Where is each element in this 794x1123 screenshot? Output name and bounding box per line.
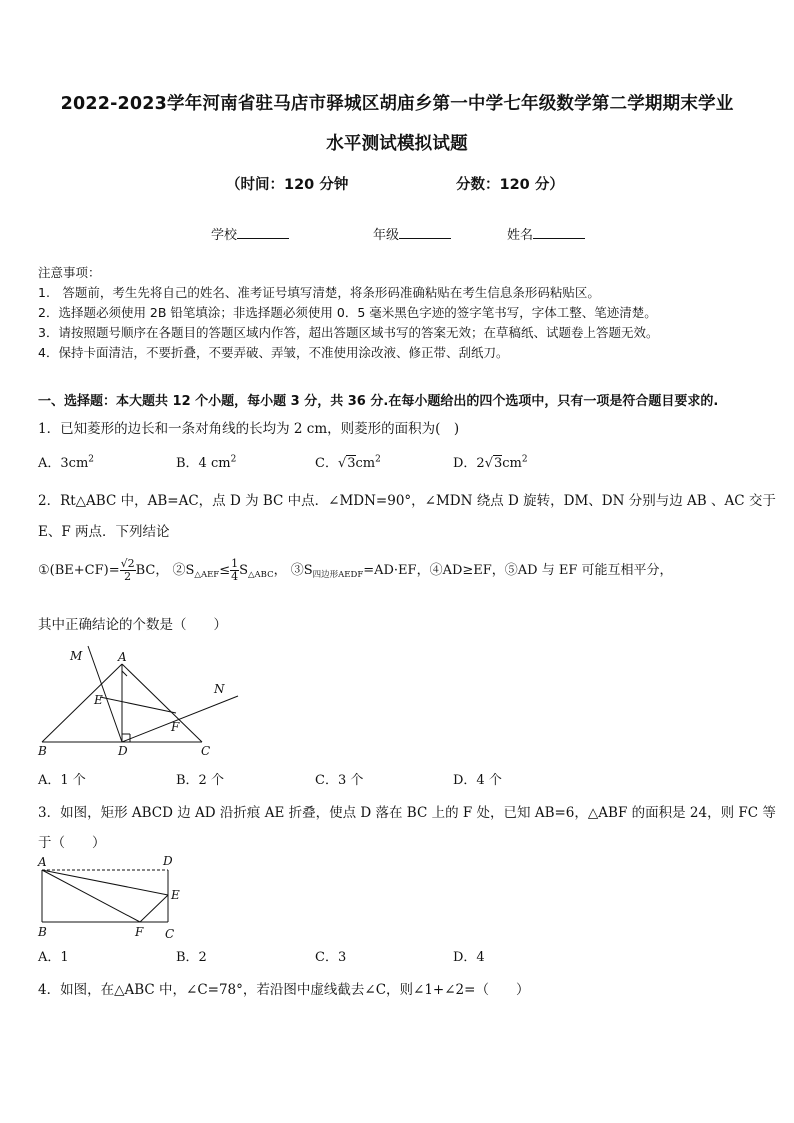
q3-stem-line2: 于（ ） [38, 835, 106, 851]
name-blank[interactable] [533, 226, 585, 239]
note-item: 4．保持卡面清洁，不要折叠，不要弄破、弄皱，不准使用涂改液、修正带、刮纸刀。 [38, 345, 509, 360]
q2-stem-line2: E、F 两点．下列结论 [38, 524, 170, 540]
q2-ask: 其中正确结论的个数是（ ） [38, 617, 227, 633]
q3-stem-line1: 3．如图，矩形 ABCD 边 AD 沿折痕 AE 折叠，使点 D 落在 BC 上的 F 处，已知 AB=6，△ABF 的面积是 24，则 FC 等 [38, 805, 776, 821]
q2-conclusions: ①(BE+CF)= $\frac{√2}{2}$ BC， $②S_{\triangle AEF}\le$ $\frac{1}{4}$ $S_{\triangle ABC}$， $③S_{四边形AEDF}=AD\cdot EF$，④AD≥EF，⑤AD 与 EF 可能互相平分， [38, 557, 673, 583]
note-item: 2．选择题必须使用 2B 铅笔填涂；非选择题必须使用 0．5 毫米黑色字迹的签字笔书写，字体工整、笔迹清楚。 [38, 305, 657, 320]
fig-label-c: C [201, 744, 211, 758]
q2-stem-line1: 2．Rt△ABC 中，AB=AC，点 D 为 BC 中点．∠MDN=90°，∠MDN 绕点 D 旋转，DM、DN 分别与边 AB 、AC 交于 [38, 493, 776, 509]
q2-figure [30, 645, 250, 760]
fig-label-n: N [214, 682, 225, 696]
q2-option-c[interactable]: C．3 个 [315, 773, 364, 788]
q2-option-a[interactable]: A．1 个 [38, 773, 86, 788]
q1-option-b[interactable]: B．4 $cm^2$ [176, 454, 237, 471]
fig3-label-f: F [135, 925, 144, 939]
grade-label: 年级 [373, 228, 400, 243]
section-heading: 一、选择题：本大题共 12 个小题，每小题 3 分，共 36 分.在每小题给出的四个选项中，只有一项是符合题目要求的. [38, 394, 719, 409]
note-item: 3．请按照题号顺序在各题目的答题区域内作答，超出答题区域书写的答案无效；在草稿纸、试题卷上答题无效。 [38, 325, 659, 340]
fig3-label-b: B [38, 925, 47, 939]
exam-score: 分数：120 分） [456, 177, 564, 193]
exam-title-line1: 2022-2023学年河南省驻马店市驿城区胡庙乡第一中学七年级数学第二学期期末学业 [60, 94, 734, 114]
exam-title-line2: 水平测试模拟试题 [326, 134, 468, 154]
fig3-label-c: C [165, 927, 175, 941]
school-blank[interactable] [237, 226, 289, 239]
fig-label-f: F [171, 720, 180, 734]
q2-option-b[interactable]: B．2 个 [176, 773, 224, 788]
school-label: 学校 [211, 228, 238, 243]
school-field[interactable] [211, 224, 289, 243]
fig3-label-d: D [163, 854, 173, 868]
fig-label-b: B [38, 744, 47, 758]
grade-field[interactable] [373, 224, 451, 243]
q3-figure [32, 852, 192, 944]
name-label: 姓名 [507, 228, 534, 243]
q3-option-a[interactable]: A．1 [38, 950, 69, 965]
note-item: 1. 答题前，考生先将自己的姓名、准考证号填写清楚，将条形码准确粘贴在考生信息条形码粘贴区。 [38, 285, 600, 300]
fig-label-e: E [94, 693, 103, 707]
q1-option-a[interactable]: A．$3cm^2$ [38, 454, 95, 471]
q3-option-c[interactable]: C．3 [315, 950, 347, 965]
exam-time: （时间：120 分钟 [226, 177, 349, 193]
q1-stem: 1．已知菱形的边长和一条对角线的长均为 2 cm，则菱形的面积为( ) [38, 421, 460, 437]
grade-blank[interactable] [399, 226, 451, 239]
fig-label-m: M [70, 649, 83, 663]
fig3-label-e: E [171, 888, 180, 902]
fig-label-d: D [118, 744, 128, 758]
q1-option-c[interactable]: C．$√3cm^2$ [315, 454, 381, 471]
q4-stem: 4．如图，在△ABC 中，∠C=78°，若沿图中虚线截去∠C，则∠1+∠2=（ ） [38, 982, 530, 998]
name-field[interactable] [507, 224, 585, 243]
fig-label-a: A [118, 650, 127, 664]
q1-option-d[interactable]: D．$2√3cm^2$ [453, 454, 528, 471]
q2-option-d[interactable]: D．4 个 [453, 773, 502, 788]
fig3-label-a: A [38, 855, 47, 869]
notes-heading: 注意事项： [38, 265, 101, 280]
q3-option-d[interactable]: D．4 [453, 950, 485, 965]
notes-block [38, 263, 658, 363]
q3-option-b[interactable]: B．2 [176, 950, 207, 965]
